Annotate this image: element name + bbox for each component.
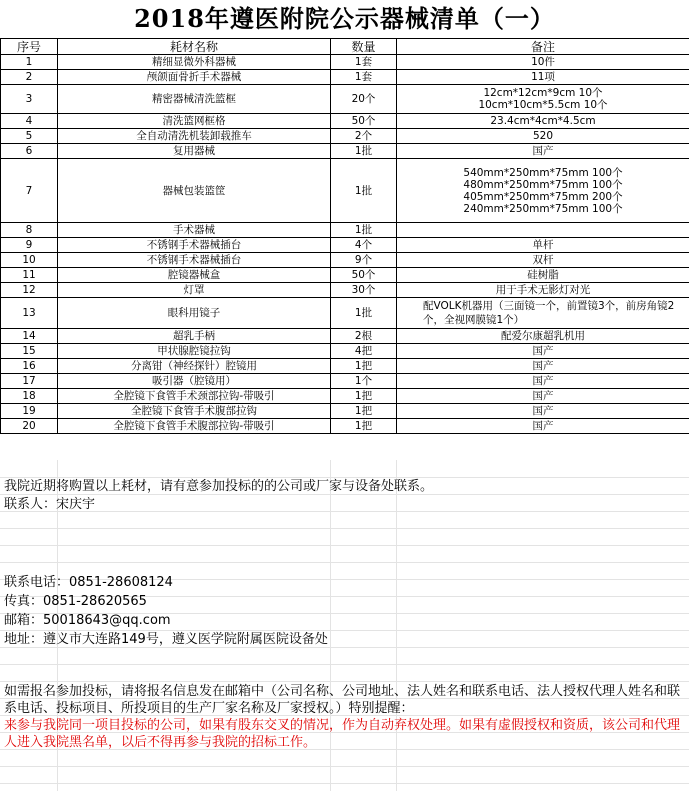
table-row [1,85,689,114]
cell-notes [397,129,689,144]
cell-notes [397,223,689,238]
cell-notes [397,253,689,268]
cell-name: 全自动清洗机装卸载推车 [58,129,331,144]
table-row [1,268,689,283]
cell-no: 7 [1,159,58,223]
note-line: 国产 [532,405,554,417]
cell-qty: 1批 [331,298,397,329]
note-line: 23.4cm*4cm*4.5cm [490,115,596,127]
cell-name: 眼科用镜子 [58,298,331,329]
table-row [1,114,689,129]
cell-no: 16 [1,359,58,374]
contact-address: 地址：遵义市大连路149号，遵义医学院附属医院设备处 [4,632,328,647]
note-line: 405mm*250mm*75mm 200个 [463,190,623,203]
table-row [1,419,689,434]
cell-no: 5 [1,129,58,144]
special-warning: 来参与我院同一项目投标的公司，如果有股东交叉的情况，作为自动弃权处理。如果有虚假授权和资质，该公司和代理人进入我院黑名单，以后不得再参与我院的招标工作。 [4,718,681,750]
cell-no: 17 [1,374,58,389]
cell-notes [397,298,689,329]
cell-name: 精细显微外科器械 [58,55,331,70]
table-row [1,55,689,70]
contact-person: 联系人：宋庆宇 [4,497,96,512]
table-row [1,374,689,389]
cell-no: 15 [1,344,58,359]
cell-name: 甲状腺腔镜拉钩 [58,344,331,359]
note-line: 用于手术无影灯对光 [495,284,591,296]
cell-no: 18 [1,389,58,404]
cell-qty: 1套 [331,70,397,85]
cell-notes [397,389,689,404]
note-line: 国产 [532,145,554,157]
equipment-table [0,38,689,434]
table-row [1,129,689,144]
note-line: 配爱尔康超乳机用 [501,330,585,342]
cell-name: 全腔镜下食管手术颈部拉钩-带吸引 [58,389,331,404]
table-row [1,298,689,329]
cell-qty: 50个 [331,114,397,129]
table-row [1,159,689,223]
note-line: 国产 [532,390,554,402]
cell-name: 精密器械清洗篮框 [58,85,331,114]
cell-no: 4 [1,114,58,129]
cell-qty: 50个 [331,268,397,283]
cell-notes [397,359,689,374]
contact-email: 邮箱：50018643@qq.com [4,613,171,628]
cell-name: 腔镜器械盒 [58,268,331,283]
table-row [1,359,689,374]
cell-name: 颅颌面骨折手术器械 [58,70,331,85]
note-line: 单杆 [532,239,554,251]
note-line: 480mm*250mm*75mm 100个 [463,178,623,191]
cell-no: 12 [1,283,58,298]
table-row [1,329,689,344]
note-line: 11项 [531,71,555,83]
cell-qty: 20个 [331,85,397,114]
cell-name: 清洗篮网框格 [58,114,331,129]
cell-notes [397,344,689,359]
note-line: 国产 [532,345,554,357]
cell-notes [397,70,689,85]
note-line: 国产 [532,360,554,372]
note-line: 540mm*250mm*75mm 100个 [463,166,623,179]
cell-name: 手术器械 [58,223,331,238]
cell-notes [397,404,689,419]
cell-name: 分离钳（神经探针）腔镜用 [58,359,331,374]
cell-name: 超乳手柄 [58,329,331,344]
note-line: 520 [532,130,554,142]
cell-name: 器械包装篮筐 [58,159,331,223]
cell-qty: 1批 [331,159,397,223]
cell-qty: 1批 [331,144,397,159]
table-row [1,223,689,238]
header-name: 耗材名称 [58,39,331,55]
cell-notes [397,419,689,434]
cell-no: 13 [1,298,58,329]
cell-no: 20 [1,419,58,434]
note-line: 配VOLK机器用（三面镜一个，前置镜3个，前房角镜2个，全视网膜镜1个） [423,300,675,326]
cell-notes [397,283,689,298]
cell-qty: 1把 [331,419,397,434]
cell-notes [397,85,689,114]
cell-notes [397,114,689,129]
cell-notes [397,238,689,253]
note-line: 双杆 [532,254,554,266]
table-header-row [1,39,689,55]
note-line: 10cm*10cm*5.5cm 10个 [478,99,608,111]
cell-qty: 2个 [331,129,397,144]
note-line: 国产 [532,420,554,432]
table-row [1,404,689,419]
note-line: 硅树脂 [527,269,559,281]
notice-text: 我院近期将购置以上耗材，请有意参加投标的的公司或厂家与设备处联系。 [4,479,434,494]
cell-no: 9 [1,238,58,253]
cell-no: 6 [1,144,58,159]
cell-name: 全腔镜下食管手术腹部拉钩 [58,404,331,419]
cell-qty: 9个 [331,253,397,268]
header-no: 序号 [1,39,58,55]
cell-qty: 1批 [331,223,397,238]
note-line: 国产 [532,375,554,387]
cell-no: 8 [1,223,58,238]
header-notes: 备注 [397,39,689,55]
table-row [1,238,689,253]
table-row [1,344,689,359]
cell-name: 全腔镜下食管手术腹部拉钩-带吸引 [58,419,331,434]
cell-no: 14 [1,329,58,344]
contact-phone: 联系电话：0851-28608124 [4,575,173,590]
cell-no: 2 [1,70,58,85]
cell-name: 不锈钢手术器械插台 [58,238,331,253]
cell-qty: 2根 [331,329,397,344]
header-qty: 数量 [331,39,397,55]
cell-qty: 30个 [331,283,397,298]
cell-no: 3 [1,85,58,114]
note-line: 240mm*250mm*75mm 100个 [463,202,623,215]
cell-qty: 1把 [331,359,397,374]
cell-no: 10 [1,253,58,268]
table-row [1,144,689,159]
cell-no: 1 [1,55,58,70]
cell-notes [397,159,689,223]
table-row [1,283,689,298]
page-title: 2018年遵医附院公示器械清单（一） [134,4,555,33]
contact-fax: 传真：0851-28620565 [4,594,147,609]
cell-notes [397,268,689,283]
cell-name: 吸引器（腔镜用） [58,374,331,389]
cell-notes [397,55,689,70]
cell-qty: 1把 [331,389,397,404]
cell-notes [397,374,689,389]
cell-no: 19 [1,404,58,419]
cell-notes [397,329,689,344]
cell-name: 复用器械 [58,144,331,159]
table-row [1,70,689,85]
cell-qty: 1套 [331,55,397,70]
table-row [1,253,689,268]
cell-qty: 1个 [331,374,397,389]
cell-qty: 4个 [331,238,397,253]
cell-no: 11 [1,268,58,283]
cell-name: 不锈钢手术器械插台 [58,253,331,268]
cell-name: 灯罩 [58,283,331,298]
note-line: 12cm*12cm*9cm 10个 [483,87,603,99]
note-line: 10件 [531,56,555,68]
cell-qty: 4把 [331,344,397,359]
cell-notes [397,144,689,159]
table-row [1,389,689,404]
registration-instructions: 如需报名参加投标，请将报名信息发在邮箱中（公司名称、公司地址、法人姓名和联系电话、法人授权代理人姓名和联系电话、投标项目、所投项目的生产厂家名称及厂家授权。）特别提醒： [4,684,681,716]
cell-qty: 1把 [331,404,397,419]
